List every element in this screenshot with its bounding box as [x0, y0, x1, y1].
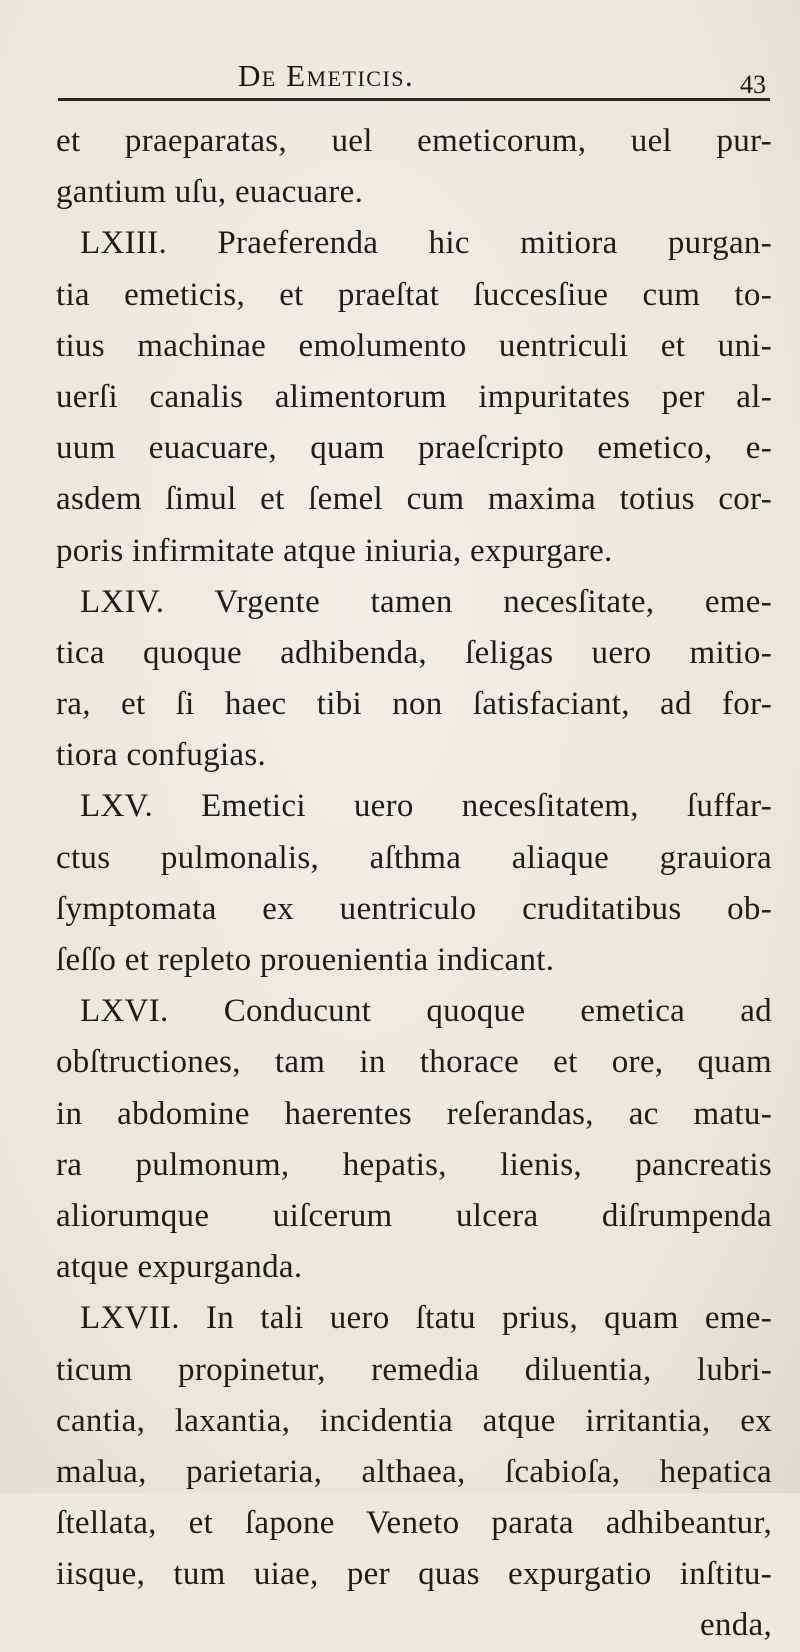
text-line: ſymptomata ex uentriculo cruditatibus ob-: [56, 890, 772, 927]
text-line: LXV. Emetici uero necesſitatem, ſuffar-: [80, 788, 772, 825]
header-rule: [58, 98, 770, 101]
text-line: gantium uſu, euacuare.: [56, 174, 364, 211]
text-line: poris infirmitate atque iniuria, expurgare.: [56, 532, 613, 569]
text-line: iisque, tum uiae, per quas expurgatio inſtitu-: [56, 1556, 772, 1593]
text-line: tia emeticis, et praeſtat ſuccesſiue cum to-: [56, 276, 772, 313]
text-line: LXVI. Conducunt quoque emetica ad: [80, 993, 772, 1030]
text-line: atque expurganda.: [56, 1249, 303, 1286]
text-line: tica quoque adhibenda, ſeligas uero mitio-: [56, 634, 772, 671]
text-line: tius machinae emolumento uentriculi et uni-: [56, 327, 772, 364]
running-head: [0, 58, 800, 98]
text-line: et praeparatas, uel emeticorum, uel pur-: [56, 123, 772, 159]
text-line: ſeſſo et repleto prouenientia indicant.: [56, 942, 555, 978]
text-line: LXIV. Vrgente tamen necesſitate, eme-: [80, 583, 772, 620]
text-line: ticum propinetur, remedia diluentia, lubri-: [56, 1351, 772, 1388]
text-line: uum euacuare, quam praeſcripto emetico, e-: [56, 430, 772, 467]
text-line: ſtellata, et ſapone Veneto parata adhibeantur,: [56, 1505, 772, 1542]
text-line: aliorumque uiſcerum ulcera diſrumpenda: [56, 1197, 772, 1234]
text-line: malua, parietaria, althaea, ſcabioſa, hepatica: [56, 1453, 772, 1490]
text-line: uerſi canalis alimentorum impuritates per al-: [56, 378, 772, 415]
catchword: enda,: [699, 1607, 772, 1644]
text-line: cantia, laxantia, incidentia atque irritantia, ex: [56, 1402, 772, 1439]
page-number: 43: [740, 70, 766, 99]
body-text: [56, 116, 772, 1652]
running-title: De Emeticis.: [238, 58, 415, 93]
text-line: obſtructiones, tam in thorace et ore, quam: [56, 1044, 772, 1081]
text-line: ra pulmonum, hepatis, lienis, pancreatis: [56, 1146, 772, 1183]
text-line: LXIII. Praeferenda hic mitiora purgan-: [80, 225, 772, 262]
text-line: in abdomine haerentes reſerandas, ac matu-: [56, 1095, 772, 1132]
text-line: asdem ſimul et ſemel cum maxima totius cor-: [56, 481, 772, 518]
text-line: ra, et ſi haec tibi non ſatisfaciant, ad for-: [56, 686, 772, 723]
text-line: LXVII. In tali uero ſtatu prius, quam eme-: [80, 1300, 772, 1337]
text-line: ctus pulmonalis, aſthma aliaque grauiora: [56, 839, 772, 876]
text-line: tiora confugias.: [56, 737, 267, 774]
